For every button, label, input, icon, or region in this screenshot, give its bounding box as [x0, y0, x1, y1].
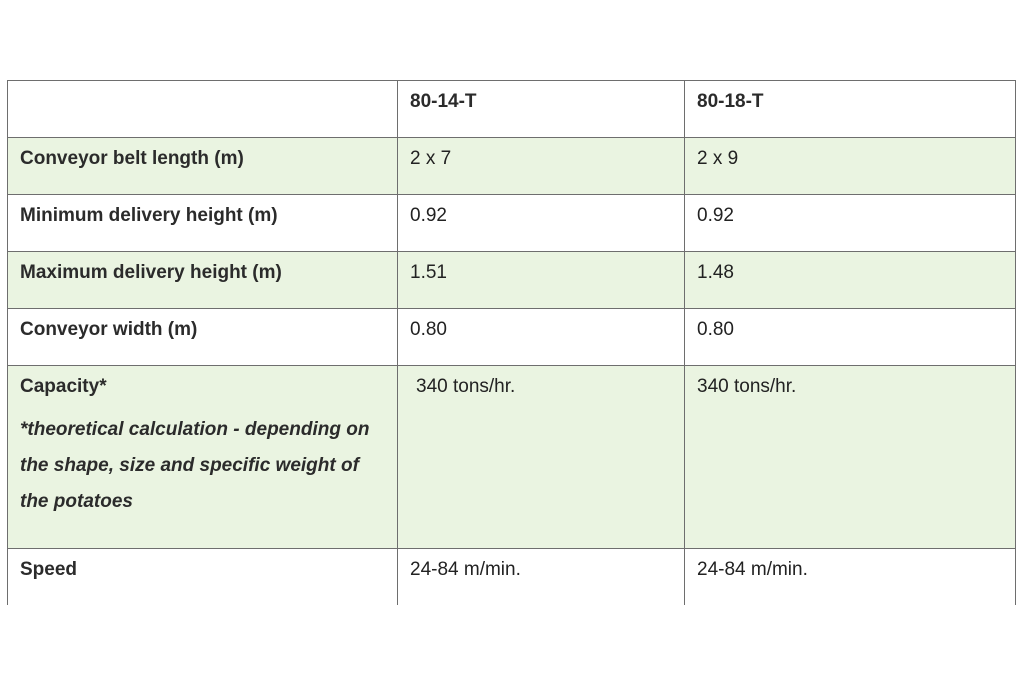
row-label-capacity: Capacity*	[20, 376, 107, 397]
cell-width-80-14-t: 0.80	[398, 309, 685, 366]
cell-max-height-80-14-t: 1.51	[398, 252, 685, 309]
header-model-80-18-t: 80-18-T	[685, 81, 1016, 138]
row-label-min-delivery-height: Minimum delivery height (m)	[8, 195, 398, 252]
table-row	[8, 195, 1016, 252]
table-row	[8, 138, 1016, 195]
cell-width-80-18-t: 0.80	[685, 309, 1016, 366]
cell-capacity-80-18-t: 340 tons/hr.	[685, 366, 1016, 549]
table-row	[8, 309, 1016, 366]
header-model-80-14-t: 80-14-T	[398, 81, 685, 138]
cell-capacity-80-14-t: 340 tons/hr.	[398, 366, 685, 549]
cell-min-height-80-18-t: 0.92	[685, 195, 1016, 252]
header-corner-cell	[8, 81, 398, 138]
cell-speed-80-14-t: 24-84 m/min.	[398, 549, 685, 606]
row-label-speed: Speed	[8, 549, 398, 606]
table-row	[8, 549, 1016, 606]
row-label-conveyor-width: Conveyor width (m)	[8, 309, 398, 366]
cell-max-height-80-18-t: 1.48	[685, 252, 1016, 309]
capacity-footnote: *theoretical calculation - depending on the shape, size and specific weight of the potatoes	[20, 419, 370, 512]
row-label-belt-length: Conveyor belt length (m)	[8, 138, 398, 195]
row-label-max-delivery-height: Maximum delivery height (m)	[8, 252, 398, 309]
row-capacity-cell	[8, 366, 398, 549]
cell-min-height-80-14-t: 0.92	[398, 195, 685, 252]
table-header-row	[8, 81, 1016, 138]
cell-belt-length-80-18-t: 2 x 9	[685, 138, 1016, 195]
table-row	[8, 366, 1016, 549]
cell-speed-80-18-t: 24-84 m/min.	[685, 549, 1016, 606]
cell-belt-length-80-14-t: 2 x 7	[398, 138, 685, 195]
table-row	[8, 252, 1016, 309]
spec-table	[7, 80, 1016, 605]
